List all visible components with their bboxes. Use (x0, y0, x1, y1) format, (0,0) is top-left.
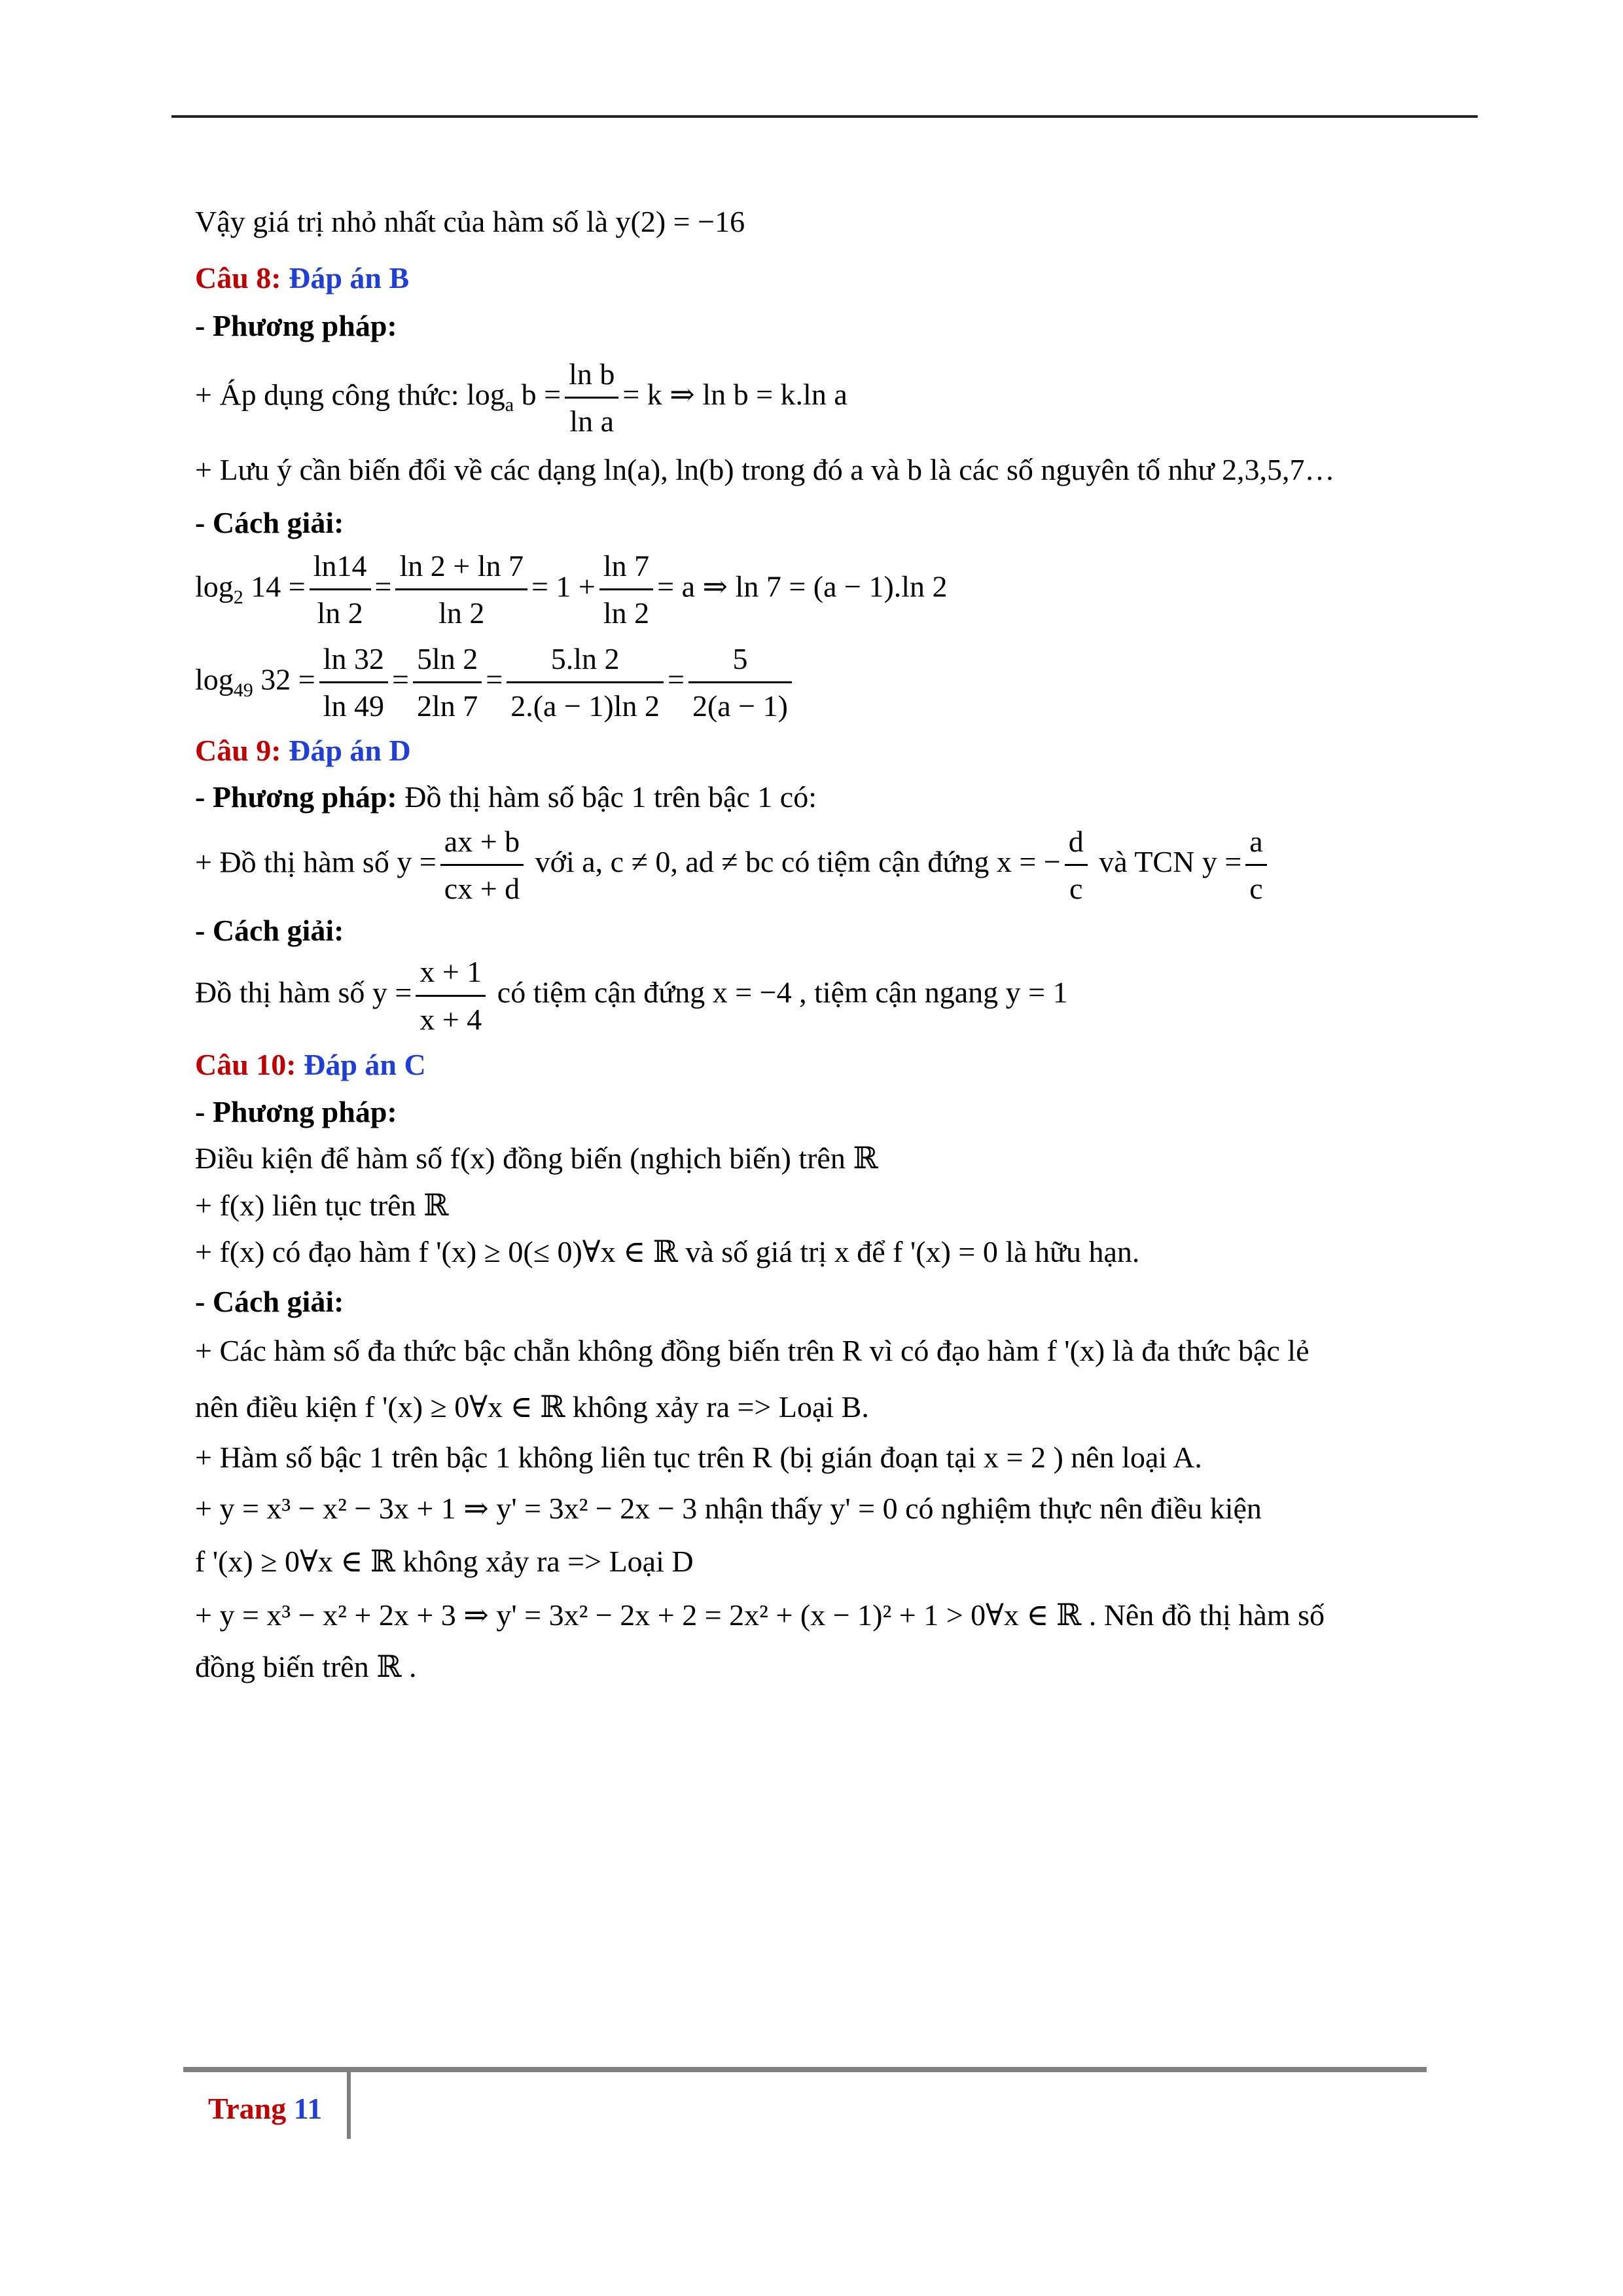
q8-note-math: ln(a), ln(b) (603, 452, 734, 486)
condition-text: với a, c ≠ 0, ad ≠ bc có tiệm cận đứng (535, 845, 990, 879)
fraction-numerator: d (1065, 823, 1088, 867)
q10-answer: Đáp án C (304, 1048, 426, 1081)
log-base: a (505, 394, 514, 416)
footer-label: Trang (208, 2092, 287, 2125)
q8-solution-label: - Cách giải: (195, 506, 344, 539)
fraction-denominator: ln 49 (323, 689, 385, 723)
fraction-denominator: 2ln 7 (416, 689, 478, 723)
fraction (319, 640, 388, 725)
q9-asymptote-line (195, 823, 1425, 908)
fraction (507, 640, 664, 725)
log-arg: b = (521, 378, 562, 412)
q10-sol-1b: nên điều kiện f '(x) ≥ 0∀x ∈ ℝ không xảy ra => Loại B. (195, 1390, 869, 1424)
footer-divider (347, 2067, 351, 2139)
q10-deriv-line: + f(x) có đạo hàm f '(x) ≥ 0(≤ 0)∀x ∈ ℝ và số giá trị x để f '(x) = 0 là hữu hạn. (195, 1235, 1140, 1268)
q9-solution-line (195, 953, 1425, 1038)
y-equals: y = (1202, 845, 1242, 879)
fraction-numerator: ln b (565, 355, 618, 399)
q8-method-label: - Phương pháp: (195, 309, 397, 342)
footer-rule (183, 2067, 1427, 2072)
q8-note-pre: + Lưu ý cần biến đổi về các dạng (195, 452, 596, 486)
fraction (413, 640, 482, 725)
fraction (1245, 823, 1266, 908)
q9-solution-label: - Cách giải: (195, 913, 344, 947)
q9-heading (195, 732, 1425, 770)
equals-sign: = (374, 569, 392, 603)
fraction-denominator: cx + d (444, 872, 520, 905)
q10-label: Câu 10: (195, 1048, 296, 1081)
min-value-math: y(2) = −16 (615, 205, 745, 238)
q9-method-line (195, 778, 1425, 816)
y-equals: y = (372, 975, 412, 1009)
q10-sol-4a: + y = x³ − x² + 2x + 3 ⇒ y' = 3x² − 2x + 2 = 2x² + (x − 1)² + 1 > 0∀x ∈ ℝ . Nên đồ thị hàm số (195, 1598, 1325, 1632)
fraction-denominator: ln 2 (603, 596, 650, 630)
q10-sol-3b: f '(x) ≥ 0∀x ∈ ℝ không xảy ra => Loại D (195, 1545, 694, 1578)
min-value-text: Vậy giá trị nhỏ nhất của hàm số là (195, 205, 609, 238)
q9-answer: Đáp án D (289, 733, 411, 767)
log-text: log (195, 662, 234, 696)
equals-sign: = (486, 662, 503, 696)
fraction-numerator: ln14 (310, 547, 371, 591)
q9-sol-post: có tiệm cận đứng x = −4 , tiệm cận ngang y = 1 (497, 975, 1068, 1009)
fraction-numerator: ln 2 + ln 7 (395, 547, 527, 591)
fraction-numerator: ax + b (440, 823, 524, 867)
equals-sign: = (667, 662, 685, 696)
equation-rhs: = a ⇒ ln 7 = (a − 1).ln 2 (657, 569, 948, 603)
q8-note-post: trong đó a và b là các số nguyên tố như 2,3,5,7… (741, 452, 1335, 486)
fraction (440, 823, 524, 908)
q8-answer: Đáp án B (289, 260, 410, 295)
formula-rhs: = k ⇒ ln b = k.ln a (622, 378, 847, 412)
fraction-denominator: ln 2 (317, 596, 363, 630)
log-arg: 32 = (260, 662, 315, 696)
log-arg: 14 = (251, 569, 306, 603)
document-content (195, 190, 1425, 1683)
line-min-value (195, 203, 1425, 241)
fraction-denominator: x + 4 (419, 1002, 482, 1036)
fraction-numerator: 5ln 2 (413, 640, 482, 684)
fraction (599, 547, 653, 632)
fraction-denominator: c (1249, 872, 1263, 905)
q9-sol-pre: Đồ thị hàm số (195, 975, 365, 1009)
fraction (1065, 823, 1088, 908)
tcn-text: và TCN (1099, 845, 1195, 879)
q9-method-text: Đồ thị hàm số bậc 1 trên bậc 1 có: (404, 780, 817, 814)
fraction (310, 547, 371, 632)
q10-heading (195, 1046, 1425, 1084)
q10-sol-3a: + y = x³ − x² − 3x + 1 ⇒ y' = 3x² − 2x − 3 nhận thấy y' = 0 có nghiệm thực nên điều kiện (195, 1491, 1262, 1525)
log-base: 2 (233, 586, 243, 608)
header-rule (171, 115, 1478, 118)
q10-cont-line: + f(x) liên tục trên ℝ (195, 1188, 449, 1222)
fraction (688, 640, 792, 725)
q8-heading (195, 259, 1425, 297)
fraction-numerator: x + 1 (416, 953, 486, 997)
equation-middle: = 1 + (531, 569, 596, 603)
q9-method-label: - Phương pháp: (195, 780, 397, 814)
q10-sol-2: + Hàm số bậc 1 trên bậc 1 không liên tục trên R (bị gián đoạn tại x = 2 ) nên loại A. (195, 1441, 1202, 1474)
fraction (416, 953, 486, 1038)
y-equals: y = (397, 845, 437, 879)
log-base: 49 (233, 679, 253, 701)
fraction-denominator: 2.(a − 1)ln 2 (510, 689, 660, 723)
log-text: log (467, 378, 505, 412)
fraction-denominator: c (1069, 872, 1083, 905)
fraction-numerator: 5 (688, 640, 792, 684)
fraction-denominator: ln 2 (438, 596, 485, 630)
q8-formula-line (195, 355, 1425, 440)
x-equals: x = − (996, 845, 1061, 879)
q8-formula-intro: + Áp dụng công thức: (195, 378, 459, 412)
fraction-denominator: ln a (569, 404, 615, 438)
equals-sign: = (392, 662, 409, 696)
q10-cond-line: Điều kiện để hàm số f(x) đồng biến (nghịch biến) trên ℝ (195, 1141, 878, 1175)
q9-label: Câu 9: (195, 733, 281, 767)
q9-line-pre: + Đồ thị hàm số (195, 845, 389, 879)
q10-sol-4b: đồng biến trên ℝ . (195, 1650, 417, 1683)
fraction-denominator: 2(a − 1) (692, 689, 788, 723)
q8-formula (467, 357, 847, 438)
log-text: log (195, 569, 234, 603)
fraction-numerator: 5.ln 2 (507, 640, 664, 684)
fraction-numerator: ln 32 (319, 640, 388, 684)
q10-method-label: - Phương pháp: (195, 1094, 397, 1128)
page-footer (208, 2091, 322, 2126)
q9-asymptote-formula (397, 824, 1270, 905)
q8-equation-1 (195, 547, 1425, 632)
q8-label: Câu 8: (195, 260, 281, 295)
q10-sol-1a: + Các hàm số đa thức bậc chẵn không đồng biến trên R vì có đạo hàm f '(x) là đa thức bậc lẻ (195, 1334, 1310, 1367)
q10-solution-label: - Cách giải: (195, 1284, 344, 1318)
page-number: 11 (293, 2092, 323, 2125)
fraction-numerator: a (1245, 823, 1266, 867)
q9-sol-formula (372, 955, 490, 1036)
q8-note-line (195, 451, 1425, 489)
q8-formula-fraction (565, 355, 618, 440)
fraction-numerator: ln 7 (599, 547, 653, 591)
q8-equation-2 (195, 640, 1425, 725)
fraction (395, 547, 527, 632)
